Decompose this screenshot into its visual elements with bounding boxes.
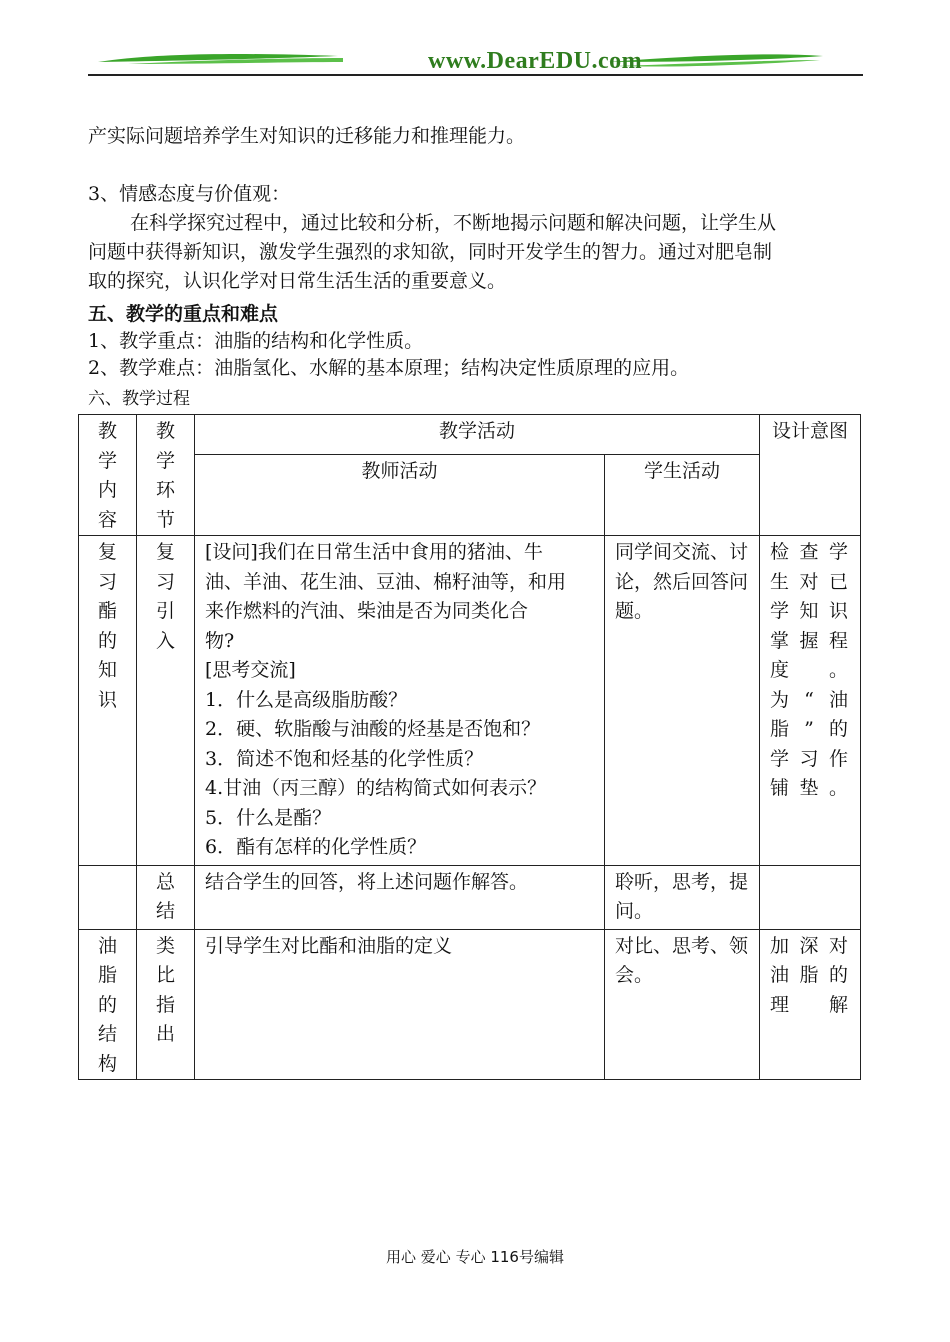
cell-student-compare: 对比、思考、领会。: [605, 929, 760, 1080]
emotion-title: 3、情感态度与价值观：: [88, 183, 291, 205]
cell-content-review-ester: 复 习 酯 的 知 识: [79, 536, 137, 866]
cell-stage-summary: 总 结: [137, 865, 195, 929]
section-5-title: 五、教学的重点和难点: [88, 303, 279, 325]
key-point: 1、教学重点：油脂的结构和化学性质。: [88, 330, 424, 352]
page-footer: 用心 爱心 专心 116号编辑: [386, 1248, 564, 1266]
table-row: [79, 536, 861, 866]
cell-teacher-compare: 引导学生对比酯和油脂的定义: [195, 929, 605, 1080]
cell-content-empty: [79, 865, 137, 929]
section-6-title: 六、教学过程: [88, 389, 190, 409]
header-teaching-stage: 教 学 环 节: [137, 415, 195, 536]
site-url: www.DearEDU.com: [428, 48, 643, 74]
cell-content-oil-structure: 油 脂 的 结 构: [79, 929, 137, 1080]
cell-design-empty: [760, 865, 861, 929]
emotion-line-1: 在科学探究过程中，通过比较和分析，不断地揭示问题和解决问题，让学生从: [130, 212, 777, 234]
page-header: [88, 40, 863, 80]
header-divider: [88, 74, 863, 76]
cell-stage-review-intro: 复 习 引 入: [137, 536, 195, 866]
header-student-activity: 学生活动: [605, 455, 760, 536]
cell-student-listen: 聆听，思考，提问。: [605, 865, 760, 929]
difficult-point: 2、教学难点：油脂氢化、水解的基本原理；结构决定性质原理的应用。: [88, 357, 690, 379]
table-row: [79, 865, 861, 929]
header-design-intent: 设计意图: [760, 415, 861, 536]
lesson-process-table: [78, 414, 861, 1080]
cell-stage-analogy: 类 比 指 出: [137, 929, 195, 1080]
header-teacher-activity: 教师活动: [195, 455, 605, 536]
emotion-line-3: 取的探究，认识化学对日常生活生活的重要意义。: [88, 270, 507, 292]
header-teaching-activity: 教学活动: [195, 415, 760, 455]
emotion-line-2: 问题中获得新知识，激发学生强烈的求知欲，同时开发学生的智力。通过对肥皂制: [88, 241, 773, 263]
cell-design-deepen: 加深对油脂的理解: [760, 929, 861, 1080]
cell-teacher-summary: 结合学生的回答，将上述问题作解答。: [195, 865, 605, 929]
cell-teacher-questions: [设问]我们在日常生活中食用的猪油、牛 油、羊油、花生油、豆油、棉籽油等，和用 来作燃料的汽油、柴油是否为同类化合 物? [思考交流] 1．什么是高级脂肪酸？ 2．硬、软脂酸与油酸的烃基是否饱和？ 3．简述不饱和烃基的化学性质？ 4.甘油（丙三醇）的结构简式如何表示？ 5．什么是酯？ 6．酯有怎样的化学性质？: [195, 536, 605, 866]
paragraph-transfer-ability: 产实际问题培养学生对知识的迁移能力和推理能力。: [88, 125, 526, 147]
cell-student-discuss: 同学间交流、讨论，然后回答问题。: [605, 536, 760, 866]
header-teaching-content: 教 学 内 容: [79, 415, 137, 536]
table-row: [79, 929, 861, 1080]
cell-design-check: 检查学生对已学知识掌握程度。为“油脂”的学习作铺垫。: [760, 536, 861, 866]
